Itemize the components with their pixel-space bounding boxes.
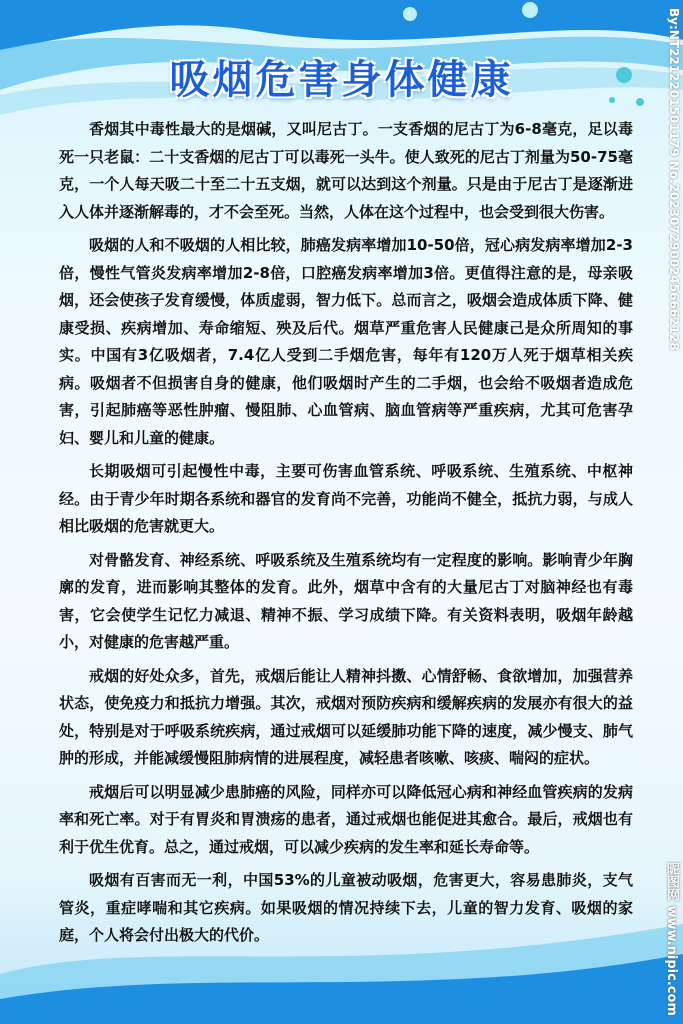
paragraph: 吸烟的人和不吸烟的人相比较，肺癌发病率增加10-50倍，冠心病发病率增加2-3倍，慢性气管炎发病率增加2-8倍，口腔癌发病率增加3倍。更值得注意的是，母亲吸烟，还会使孩子发育缓慢，体质虚弱，智力低下。总而言之，吸烟会造成体质下降、健康受损、疾病增加、寿命缩短、殃及后代。烟草严重危害人民健康己是众所周知的事实。中国有3亿吸烟者，7.4亿人受到二手烟危害，每年有120万人死于烟草相关疾病。吸烟者不但损害自身的健康，他们吸烟时产生的二手烟，也会给不吸烟者造成危害，引起肺癌等恶性肿瘤、慢阻肺、心血管病、脑血管病等严重疾病，尤其可危害孕妇、婴儿和儿童的健康。 <box>59 236 633 447</box>
paragraph: 戒烟后可以明显减少患肺癌的风险，同样亦可以降低冠心病和神经血管疾病的发病率和死亡率。对于有胃炎和胃溃疡的患者，通过戒烟也能促进其愈合。最后，戒烟也有利于优生优育。总之，通过戒烟，可以减少疾病的发生率和延长寿命等。 <box>59 782 633 856</box>
paragraph: 香烟其中毒性最大的是烟碱，又叫尼古丁。一支香烟的尼古丁为6-8毫克，足以毒死一只老鼠：二十支香烟的尼古丁可以毒死一头牛。使人致死的尼古丁剂量为50-75毫克，一个人每天吸二十至二十五支烟，就可以达到这个剂量。只是由于尼古丁是逐渐进入人体并逐渐解毒的，才不会至死。当然，人体在这个过程中，也会受到很大伤害。 <box>59 120 633 221</box>
paragraph: 对骨骼发育、神经系统、呼吸系统及生殖系统均有一定程度的影响。影响青少年胸廓的发育，进而影响其整体的发育。此外，烟草中含有的大量尼古丁对脑神经也有毒害，它会使学生记忆力减退、精神不振、学习成绩下降。有关资料表明，吸烟年龄越小，对健康的危害越严重。 <box>59 550 633 651</box>
paragraph: 长期吸烟可引起慢性中毒，主要可伤害血管系统、呼吸系统、生殖系统、中枢神经。由于青少年时期各系统和器官的发育尚不完善，功能尚不健全，抵抗力弱，与成人相比吸烟的危害就更大。 <box>59 462 633 535</box>
paragraph: 戒烟的好处众多，首先，戒烟后能让人精神抖擞、心情舒畅、食欲增加，加强营养状态，使免疫力和抵抗力增强。其次，戒烟对预防疾病和缓解疾病的发展亦有很大的益处，特别是对于呼吸系统疾病，通过戒烟可以延缓肺功能下降的速度，减少慢支、肺气肿的形成，并能减缓慢阻肺病情的进展程度，减轻患者咳嗽、咳痰、喘闷的症状。 <box>59 666 633 767</box>
watermark-id: By:NT2212201501179 No.20230729002456662128 <box>667 8 681 351</box>
watermark-site: 昵图网 www.nipic.com <box>664 862 679 1016</box>
paragraph: 吸烟有百害而无一利，中国53%的儿童被动吸烟，危害更大，容易患肺炎，支气管炎，重症哮喘和其它疾病。如果吸烟的情况持续下去，儿童的智力发育、吸烟的家庭，个人将会付出极大的代价。 <box>59 871 633 944</box>
poster-title: 吸烟危害身体健康 <box>169 57 514 103</box>
article-body <box>59 116 633 956</box>
